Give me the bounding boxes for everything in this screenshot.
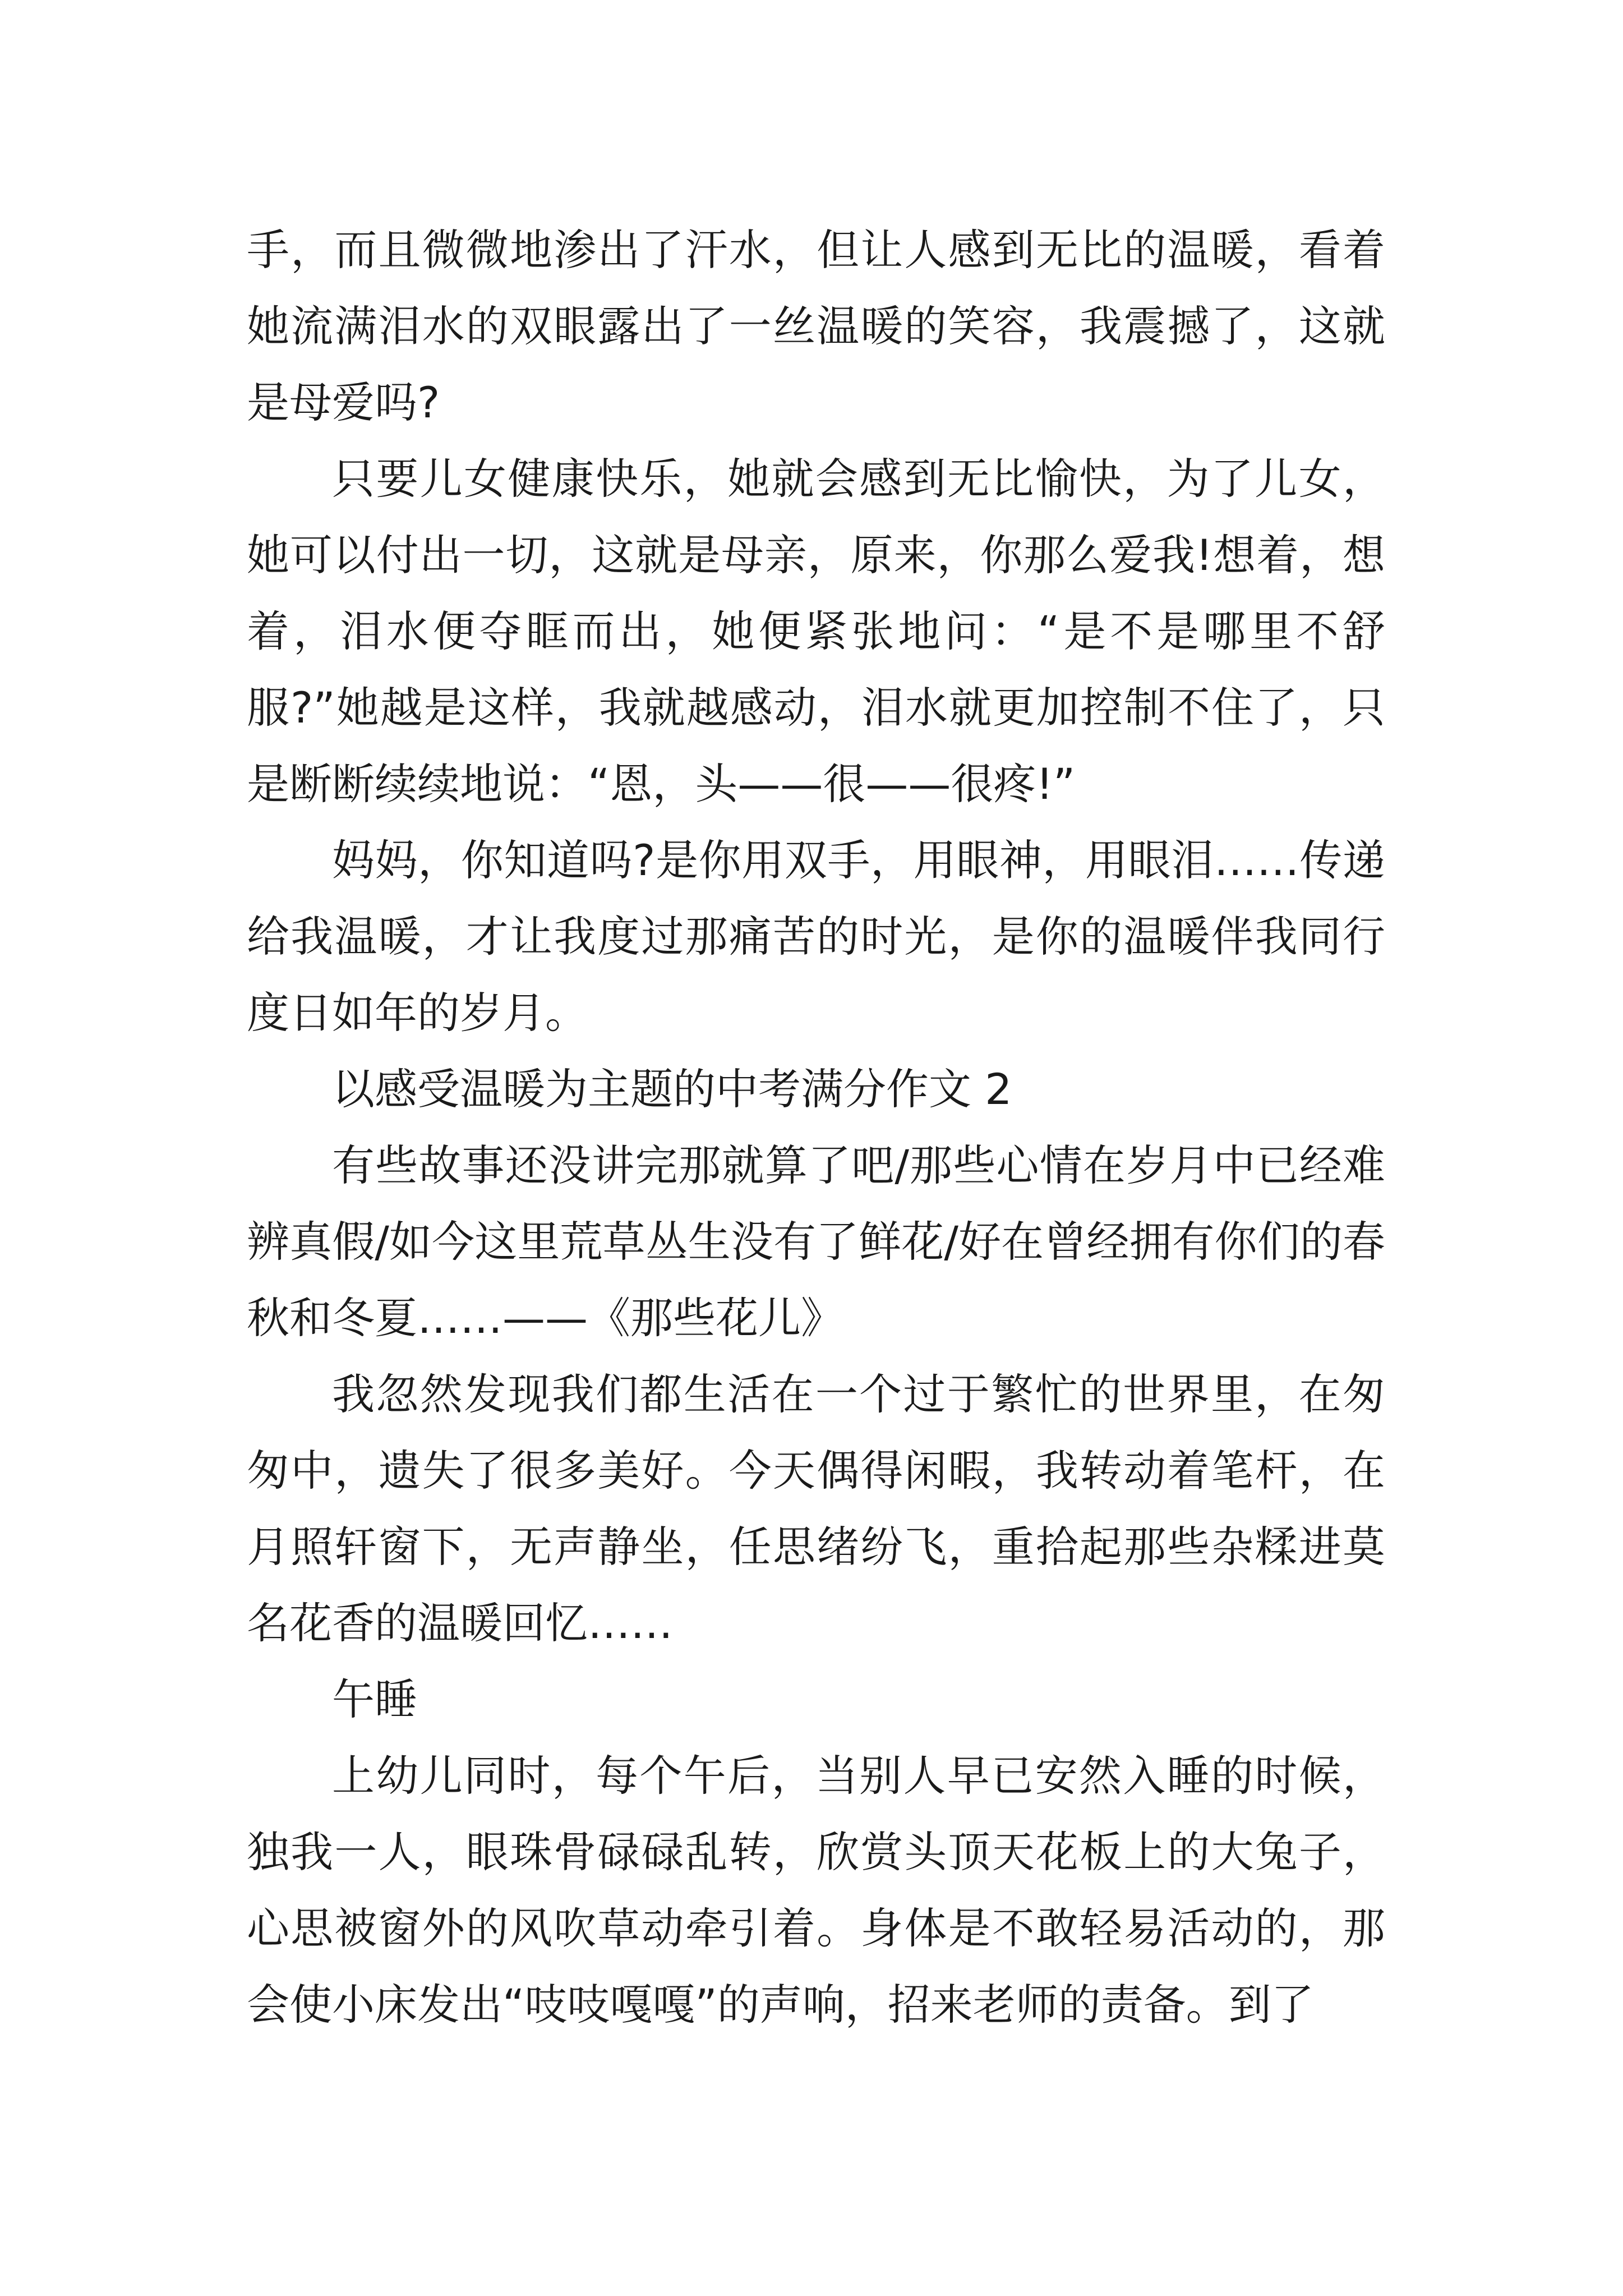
section-title: 以感受温暖为主题的中考满分作文 2 [332, 1064, 1012, 1114]
document-body [247, 212, 1385, 2043]
subheading-nap: 午睡 [332, 1674, 417, 1724]
paragraph-epigraph: 有些故事还没讲完那就算了吧/那些心情在岁月中已经难辨真假/如今这里荒草丛生没有了鲜花/好在曾经拥有你们的春秋和冬夏……——《那些花儿》 [247, 1140, 1385, 1343]
paragraph-1: 手，而且微微地渗出了汗水，但让人感到无比的温暖，看着她流满泪水的双眼露出了一丝温暖的笑容，我震撼了，这就是母爱吗? [247, 225, 1385, 427]
paragraph-3: 妈妈，你知道吗?是你用双手，用眼神，用眼泪……传递给我温暖，才让我度过那痛苦的时光，是你的温暖伴我同行度日如年的岁月。 [247, 835, 1385, 1038]
paragraph-8: 上幼儿同时，每个午后，当别人早已安然入睡的时候，独我一人，眼珠骨碌碌乱转，欣赏头顶天花板上的大兔子，心思被窗外的风吹草动牵引着。身体是不敢轻易活动的，那会使小床发出“吱吱嘎嘎”的声响，招来老师的责备。到了 [247, 1751, 1385, 2030]
paragraph-2: 只要儿女健康快乐，她就会感到无比愉快，为了儿女，她可以付出一切，这就是母亲，原来，你那么爱我!想着，想着，泪水便夺眶而出，她便紧张地问：“是不是哪里不舒服?”她越是这样，我就越感动，泪水就更加控制不住了，只是断断续续地说：“恩，头——很——很疼!” [247, 454, 1385, 809]
paragraph-6: 我忽然发现我们都生活在一个过于繁忙的世界里，在匆匆中，遗失了很多美好。今天偶得闲暇，我转动着笔杆，在月照轩窗下，无声静坐，任思绪纷飞，重拾起那些杂糅进莫名花香的温暖回忆…… [247, 1369, 1385, 1648]
